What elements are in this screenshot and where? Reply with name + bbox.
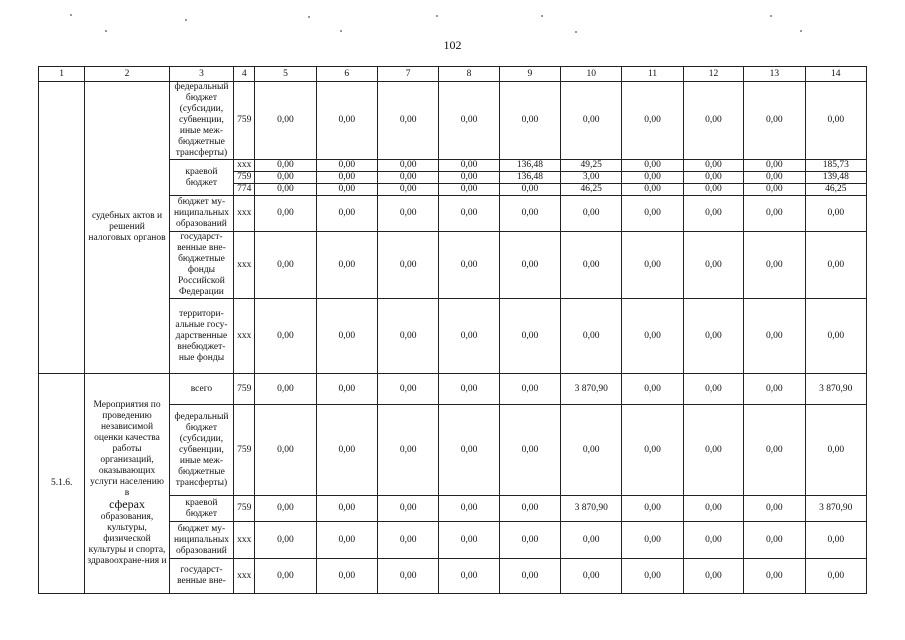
- value-cell: 0,00: [744, 522, 805, 559]
- value-cell: 0,00: [805, 522, 867, 559]
- value-cell: 0,00: [622, 405, 683, 496]
- value-cell: 0,00: [499, 196, 560, 232]
- value-cell: 0,00: [622, 559, 683, 594]
- col-header: 1: [39, 67, 85, 82]
- value-cell: 0,00: [744, 172, 805, 184]
- value-cell: 0,00: [744, 496, 805, 522]
- funding-source-cell: государст-венные вне-: [169, 559, 233, 594]
- value-cell: 0,00: [499, 522, 560, 559]
- value-cell: 0,00: [316, 184, 377, 196]
- value-cell: 0,00: [805, 232, 867, 299]
- value-cell: 0,00: [622, 522, 683, 559]
- value-cell: 0,00: [316, 405, 377, 496]
- row-number-cell: 5.1.6.: [39, 374, 85, 594]
- budget-code-cell: ххх: [234, 559, 255, 594]
- value-cell: 0,00: [255, 522, 316, 559]
- value-cell: 0,00: [255, 196, 316, 232]
- value-cell: 0,00: [744, 232, 805, 299]
- value-cell: 0,00: [805, 196, 867, 232]
- value-cell: 0,00: [439, 299, 499, 374]
- value-cell: 0,00: [805, 559, 867, 594]
- value-cell: 0,00: [561, 405, 622, 496]
- value-cell: 0,00: [561, 559, 622, 594]
- value-cell: 0,00: [622, 196, 683, 232]
- value-cell: 0,00: [622, 160, 683, 172]
- funding-source-cell: государст-венные вне-бюджетные фонды Российской Федерации: [169, 232, 233, 299]
- value-cell: 0,00: [622, 374, 683, 405]
- value-cell: 0,00: [377, 299, 438, 374]
- value-cell: 0,00: [683, 522, 743, 559]
- funding-source-cell: краевой бюджет: [169, 160, 233, 196]
- value-cell: 0,00: [439, 496, 499, 522]
- budget-code-cell: ххх: [234, 299, 255, 374]
- col-header: 3: [169, 67, 233, 82]
- col-header: 5: [255, 67, 316, 82]
- value-cell: 0,00: [683, 559, 743, 594]
- value-cell: 0,00: [561, 82, 622, 160]
- value-cell: 0,00: [439, 82, 499, 160]
- col-header: 10: [561, 67, 622, 82]
- value-cell: 0,00: [377, 196, 438, 232]
- value-cell: 0,00: [439, 172, 499, 184]
- col-header: 11: [622, 67, 683, 82]
- value-cell: 0,00: [439, 522, 499, 559]
- col-header: 4: [234, 67, 255, 82]
- value-cell: 0,00: [255, 559, 316, 594]
- value-cell: 0,00: [377, 232, 438, 299]
- value-cell: 0,00: [683, 196, 743, 232]
- value-cell: 0,00: [377, 374, 438, 405]
- value-cell: 3 870,90: [805, 496, 867, 522]
- value-cell: 3,00: [561, 172, 622, 184]
- value-cell: 0,00: [683, 374, 743, 405]
- budget-code-cell: 759: [234, 172, 255, 184]
- value-cell: 0,00: [744, 196, 805, 232]
- funding-source-cell: краевой бюджет: [169, 496, 233, 522]
- value-cell: 0,00: [255, 232, 316, 299]
- funding-source-cell: всего: [169, 374, 233, 405]
- col-header: 8: [439, 67, 499, 82]
- value-cell: 0,00: [439, 160, 499, 172]
- value-cell: 185,73: [805, 160, 867, 172]
- value-cell: 46,25: [561, 184, 622, 196]
- value-cell: 0,00: [255, 299, 316, 374]
- value-cell: 0,00: [744, 184, 805, 196]
- value-cell: 49,25: [561, 160, 622, 172]
- value-cell: 0,00: [439, 232, 499, 299]
- value-cell: 0,00: [439, 374, 499, 405]
- value-cell: 0,00: [377, 184, 438, 196]
- budget-code-cell: 759: [234, 496, 255, 522]
- value-cell: 0,00: [622, 172, 683, 184]
- value-cell: 0,00: [744, 82, 805, 160]
- value-cell: 0,00: [499, 82, 560, 160]
- value-cell: 0,00: [377, 160, 438, 172]
- value-cell: 3 870,90: [561, 496, 622, 522]
- funding-source-cell: федеральный бюджет (субсидии, субвенции, иные меж-бюджетные трансферты): [169, 82, 233, 160]
- value-cell: 0,00: [316, 196, 377, 232]
- value-cell: 0,00: [316, 172, 377, 184]
- funding-source-cell: бюджет му-ниципальных образований: [169, 522, 233, 559]
- value-cell: 0,00: [377, 172, 438, 184]
- value-cell: 0,00: [744, 405, 805, 496]
- budget-code-cell: ххх: [234, 232, 255, 299]
- funding-source-cell: федеральный бюджет (субсидии, субвенции, иные меж-бюджетные трансферты): [169, 405, 233, 496]
- value-cell: 0,00: [683, 405, 743, 496]
- value-cell: 0,00: [683, 299, 743, 374]
- value-cell: 3 870,90: [561, 374, 622, 405]
- page-bottom-cutoff: [36, 616, 869, 640]
- value-cell: 0,00: [561, 232, 622, 299]
- col-header: 14: [805, 67, 867, 82]
- budget-code-cell: 759: [234, 374, 255, 405]
- budget-table: [38, 66, 867, 594]
- header-row: [39, 67, 867, 82]
- budget-code-cell: ххх: [234, 522, 255, 559]
- value-cell: 0,00: [499, 232, 560, 299]
- value-cell: 0,00: [499, 496, 560, 522]
- budget-code-cell: 759: [234, 82, 255, 160]
- measure-name-text: Мероприятия по проведению независимой оценки качества работы организаций, оказывающих услуги населению в: [90, 400, 164, 498]
- value-cell: 0,00: [805, 405, 867, 496]
- budget-code-cell: ххх: [234, 196, 255, 232]
- value-cell: 0,00: [439, 405, 499, 496]
- col-header: 12: [683, 67, 743, 82]
- table-row: [39, 374, 867, 405]
- value-cell: 0,00: [561, 299, 622, 374]
- page-number: 102: [443, 38, 462, 52]
- value-cell: 0,00: [377, 496, 438, 522]
- value-cell: 0,00: [255, 184, 316, 196]
- value-cell: 0,00: [622, 232, 683, 299]
- col-header: 6: [316, 67, 377, 82]
- value-cell: 0,00: [622, 496, 683, 522]
- value-cell: 0,00: [744, 374, 805, 405]
- value-cell: 0,00: [377, 82, 438, 160]
- value-cell: 0,00: [316, 299, 377, 374]
- budget-code-cell: 759: [234, 405, 255, 496]
- measure-name-text-large: сферах: [109, 497, 145, 511]
- value-cell: 0,00: [439, 196, 499, 232]
- value-cell: 0,00: [683, 172, 743, 184]
- value-cell: 3 870,90: [805, 374, 867, 405]
- value-cell: 0,00: [316, 82, 377, 160]
- value-cell: 136,48: [499, 160, 560, 172]
- table-row: [39, 82, 867, 160]
- value-cell: 136,48: [499, 172, 560, 184]
- value-cell: 46,25: [805, 184, 867, 196]
- value-cell: 0,00: [499, 559, 560, 594]
- value-cell: 0,00: [255, 82, 316, 160]
- value-cell: 0,00: [622, 299, 683, 374]
- value-cell: 0,00: [316, 374, 377, 405]
- value-cell: 139,48: [805, 172, 867, 184]
- value-cell: 0,00: [561, 522, 622, 559]
- value-cell: 0,00: [377, 522, 438, 559]
- funding-source-cell: бюджет му-ниципальных образований: [169, 196, 233, 232]
- value-cell: 0,00: [683, 232, 743, 299]
- value-cell: 0,00: [377, 559, 438, 594]
- col-header: 13: [744, 67, 805, 82]
- col-header: 9: [499, 67, 560, 82]
- value-cell: 0,00: [255, 496, 316, 522]
- value-cell: 0,00: [255, 405, 316, 496]
- value-cell: 0,00: [316, 496, 377, 522]
- value-cell: 0,00: [744, 160, 805, 172]
- value-cell: 0,00: [499, 374, 560, 405]
- budget-code-cell: ххх: [234, 160, 255, 172]
- value-cell: 0,00: [622, 82, 683, 160]
- measure-name-text: образования, культуры, физической культуры и спорта, здравоохране-ния и: [87, 512, 167, 566]
- value-cell: 0,00: [805, 299, 867, 374]
- funding-source-cell: территори-альные госу-дарственные внебюджет-ные фонды: [169, 299, 233, 374]
- value-cell: 0,00: [683, 82, 743, 160]
- value-cell: 0,00: [316, 232, 377, 299]
- value-cell: 0,00: [439, 184, 499, 196]
- value-cell: 0,00: [683, 496, 743, 522]
- budget-code-cell: 774: [234, 184, 255, 196]
- value-cell: 0,00: [377, 405, 438, 496]
- value-cell: 0,00: [805, 82, 867, 160]
- value-cell: 0,00: [439, 559, 499, 594]
- value-cell: 0,00: [744, 299, 805, 374]
- value-cell: 0,00: [316, 559, 377, 594]
- value-cell: 0,00: [316, 160, 377, 172]
- measure-name-cell: [85, 374, 170, 594]
- value-cell: 0,00: [316, 522, 377, 559]
- value-cell: 0,00: [499, 405, 560, 496]
- value-cell: 0,00: [499, 299, 560, 374]
- value-cell: 0,00: [255, 374, 316, 405]
- value-cell: 0,00: [683, 160, 743, 172]
- value-cell: 0,00: [622, 184, 683, 196]
- col-header: 2: [85, 67, 170, 82]
- value-cell: 0,00: [744, 559, 805, 594]
- value-cell: 0,00: [561, 196, 622, 232]
- measure-name-cell: судебных актов и решений налоговых органов: [85, 82, 170, 374]
- row-number-cell: [39, 82, 85, 374]
- value-cell: 0,00: [255, 172, 316, 184]
- col-header: 7: [377, 67, 438, 82]
- value-cell: 0,00: [499, 184, 560, 196]
- value-cell: 0,00: [683, 184, 743, 196]
- value-cell: 0,00: [255, 160, 316, 172]
